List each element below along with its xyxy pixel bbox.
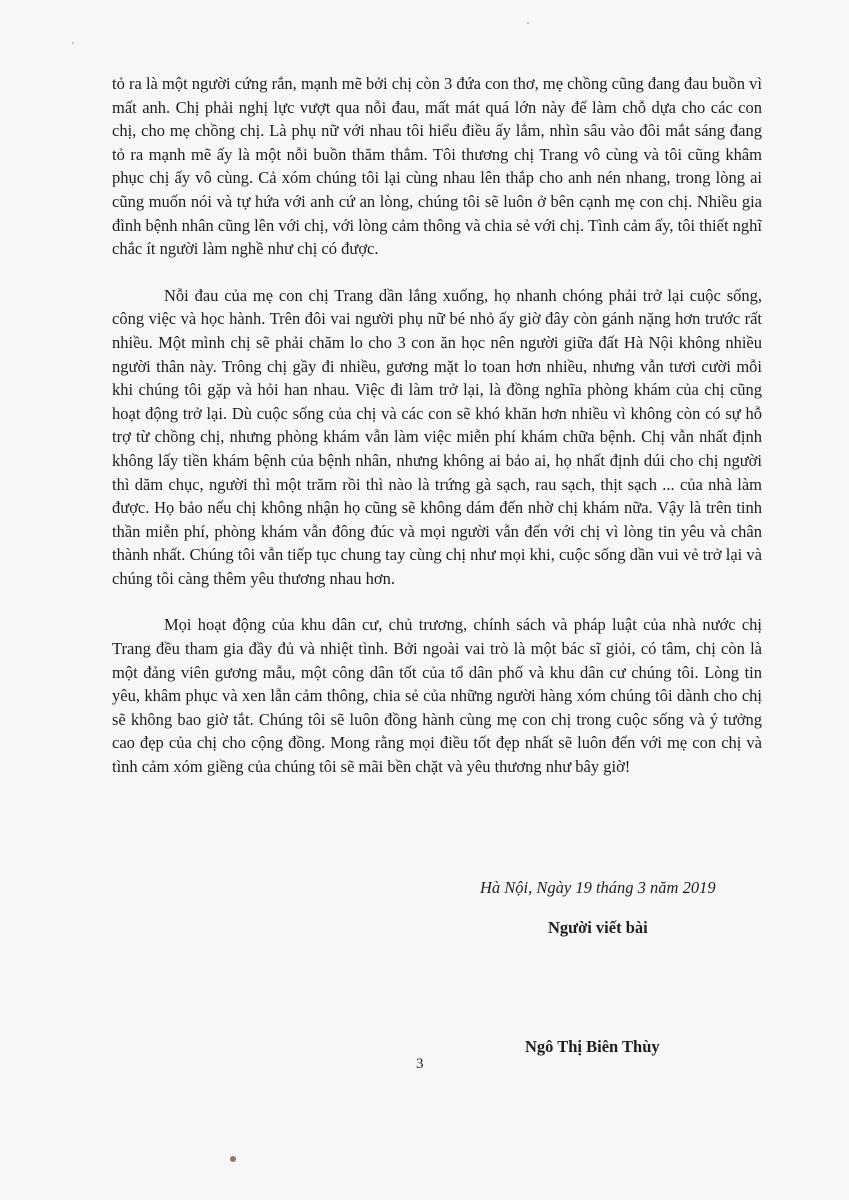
paragraph-2: Nỗi đau của mẹ con chị Trang dần lắng xuống, họ nhanh chóng phải trở lại cuộc sống, công việc và học hành. Trên đôi vai người phụ nữ bé nhỏ ấy giờ đây còn gánh nặng hơn trước rất nhiều. Một mình chị sẽ phải chăm lo cho 3 con ăn học nên người giữa đất Hà Nội không nhiều người thân này. Trông chị gầy đi nhiều, gương mặt lo toan hơn nhiều, nhưng vẫn tươi cười mỗi khi chúng tôi gặp và hỏi han nhau. Việc đi làm trở lại, là đồng nghĩa phòng khám của chị cũng hoạt động trở lại. Dù cuộc sống của chị và các con sẽ khó khăn hơn nhiều vì không còn có sự hỗ trợ từ chồng chị, nhưng phòng khám vẫn làm việc miễn phí khám chữa bệnh. Chị vẫn nhất định không lấy tiền khám bệnh của bệnh nhân, nhưng không ai bảo ai, họ nhất định dúi cho chị người thì dăm chục, người thì một trăm rồi thì nào là trứng gà sạch, rau sạch, thịt sạch ... của nhà làm được. Họ bảo nếu chị không nhận họ cũng sẽ không dám đến nhờ chị khám nữa. Vậy là trên tinh thần miễn phí, phòng khám vẫn đông đúc và mọi người vẫn đến với chị vì lòng tin yêu và chân thành nhất. Chúng tôi vẫn tiếp tục chung tay cùng chị như mọi khi, cuộc sống dần vui vẻ trở lại và chúng tôi càng thêm yêu thương nhau hơn. — [112, 285, 762, 588]
writer-label: Người viết bài — [548, 918, 648, 937]
paper-speck — [230, 1156, 236, 1162]
paper-speck — [72, 42, 74, 44]
paragraph-3: Mọi hoạt động của khu dân cư, chủ trương, chính sách và pháp luật của nhà nước chị Trang đều tham gia đầy đủ và nhiệt tình. Bởi ngoài vai trò là một bác sĩ giỏi, có tâm, chị còn là một đảng viên gương mẫu, một công dân tốt của tổ dân phố và khu dân cư chúng tôi. Lòng tin yêu, khâm phục và xen lẫn cảm thông, chia sẻ của những người hàng xóm chúng tôi dành cho chị sẽ không bao giờ tắt. Chúng tôi sẽ luôn đồng hành cùng mẹ con chị trong cuộc sống và ý tưởng cao đẹp của chị cho cộng đồng. Mong rằng mọi điều tốt đẹp nhất sẽ luôn đến với mẹ con chị và tình cảm xóm giềng của chúng tôi sẽ mãi bền chặt và yêu thương như bây giờ! — [112, 615, 762, 777]
page-number: 3 — [416, 1056, 424, 1072]
writer-name: Ngô Thị Biên Thùy — [525, 1037, 660, 1056]
paragraph-1: tỏ ra là một người cứng rắn, mạnh mẽ bởi chị còn 3 đứa con thơ, mẹ chồng cũng đang đau buồn vì mất anh. Chị phải nghị lực vượt qua nỗi đau, mất mát quá lớn này để làm chỗ dựa cho các con chị, cho mẹ chồng chị. Là phụ nữ với nhau tôi hiểu điều ấy lắm, nhìn sâu vào đôi mắt sáng đang tỏ ra mạnh mẽ ấy là một nỗi buồn thăm thẳm. Tôi thương chị Trang vô cùng và tôi cũng khâm phục chị ấy vô cùng. Cả xóm chúng tôi lại cùng nhau lên thắp cho anh nén nhang, trong lòng ai cũng muốn nói và tự hứa với anh cứ an lòng, chúng tôi sẽ luôn ở bên cạnh mẹ con chị. Nhiều gia đình bệnh nhân cũng lên với chị, với lòng cảm thông và chia sẻ với chị. Tình cảm ấy, tôi thiết nghĩ chắc ít người làm nghề như chị có được. — [112, 74, 762, 259]
body-text — [112, 72, 762, 802]
date-line: Hà Nội, Ngày 19 tháng 3 năm 2019 — [480, 878, 716, 897]
paper-speck — [527, 22, 529, 24]
